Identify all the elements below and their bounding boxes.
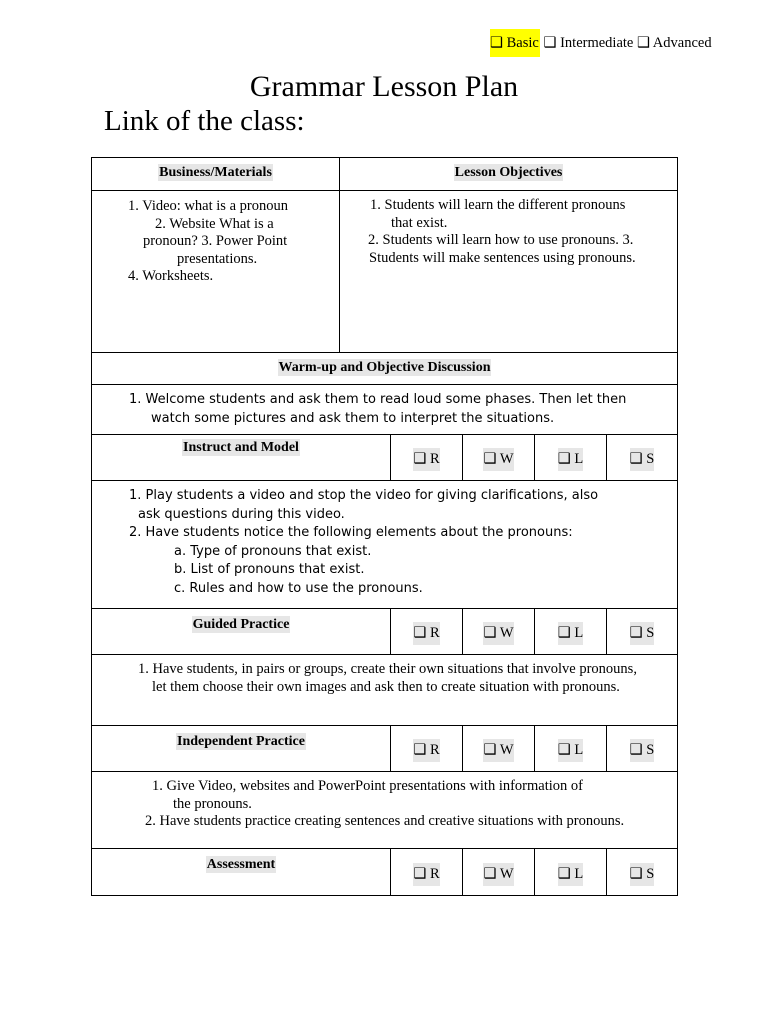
materials-item: 2. Website What is a — [155, 215, 274, 232]
materials-objectives-row — [92, 191, 677, 353]
materials-header: Business/Materials — [159, 165, 272, 180]
independent-header-row — [92, 726, 677, 772]
instruct-line: b. List of pronouns that exist. — [174, 562, 365, 577]
warmup-header: Warm-up and Objective Discussion — [278, 360, 491, 375]
warmup-header-row — [92, 353, 677, 385]
guided-line: 1. Have students, in pairs or groups, create their own situations that involve pronouns, — [138, 661, 637, 677]
objectives-item: Students will make sentences using pronouns. — [369, 249, 636, 266]
objectives-header: Lesson Objectives — [454, 165, 563, 180]
materials-item: presentations. — [177, 250, 258, 267]
skill-writing-checkbox[interactable]: ❑ W — [483, 448, 513, 471]
instruct-header: Instruct and Model — [183, 440, 299, 455]
skill-writing-checkbox[interactable]: ❑ W — [483, 863, 513, 886]
level-intermediate-checkbox[interactable]: ❑ Intermediate — [543, 35, 634, 51]
skill-reading-checkbox[interactable]: ❑ R — [413, 622, 439, 645]
independent-content — [92, 772, 677, 849]
skill-speaking-checkbox[interactable]: ❑ S — [630, 448, 655, 471]
independent-line: 2. Have students practice creating sentences and creative situations with pronouns. — [145, 813, 625, 829]
class-link-label: Link of the class: — [104, 105, 305, 137]
skill-writing-checkbox[interactable]: ❑ W — [483, 622, 513, 645]
lesson-plan-table — [91, 157, 678, 896]
skill-speaking-checkbox[interactable]: ❑ S — [630, 739, 655, 762]
independent-header: Independent Practice — [177, 734, 305, 749]
warmup-line: watch some pictures and ask them to interpret the situations. — [151, 410, 555, 426]
materials-objectives-header-row — [92, 158, 677, 191]
guided-header-row — [92, 609, 677, 655]
objectives-item: 2. Students will learn how to use pronouns. 3. — [368, 232, 634, 248]
warmup-line: 1. Welcome students and ask them to read loud some phases. Then let then — [129, 392, 627, 407]
skill-listening-checkbox[interactable]: ❑ L — [558, 622, 583, 645]
skill-speaking-checkbox[interactable]: ❑ S — [630, 622, 655, 645]
instruct-line: 1. Play students a video and stop the video for giving clarifications, also — [129, 488, 599, 503]
independent-line: 1. Give Video, websites and PowerPoint presentations with information of — [152, 778, 583, 794]
skill-reading-checkbox[interactable]: ❑ R — [413, 863, 439, 886]
skill-listening-checkbox[interactable]: ❑ L — [558, 863, 583, 886]
skill-listening-checkbox[interactable]: ❑ L — [558, 739, 583, 762]
guided-content — [92, 655, 677, 726]
materials-item: pronoun? 3. Power Point — [143, 233, 288, 249]
independent-line: the pronouns. — [173, 795, 252, 812]
instruct-line: ask questions during this video. — [138, 506, 345, 522]
warmup-content — [92, 385, 677, 435]
instruct-content — [92, 481, 677, 609]
instruct-line: a. Type of pronouns that exist. — [174, 543, 372, 559]
objectives-list — [339, 191, 677, 352]
assessment-header-row — [92, 849, 677, 895]
materials-item: 1. Video: what is a pronoun — [128, 198, 288, 214]
level-basic-checkbox[interactable]: ❑ Basic — [490, 29, 540, 57]
instruct-line: c. Rules and how to use the pronouns. — [174, 580, 423, 596]
skill-reading-checkbox[interactable]: ❑ R — [413, 739, 439, 762]
instruct-line: 2. Have students notice the following elements about the pronouns: — [129, 525, 573, 540]
objectives-item: that exist. — [391, 214, 448, 231]
objectives-item: 1. Students will learn the different pronouns — [370, 197, 626, 213]
materials-list — [92, 191, 339, 352]
level-selector — [490, 35, 712, 52]
assessment-header: Assessment — [206, 857, 276, 872]
skill-reading-checkbox[interactable]: ❑ R — [413, 448, 439, 471]
page-title: Grammar Lesson Plan — [249, 70, 519, 103]
guided-line: let them choose their own images and ask then to create situation with pronouns. — [152, 678, 620, 695]
guided-header: Guided Practice — [192, 617, 290, 632]
skill-writing-checkbox[interactable]: ❑ W — [483, 739, 513, 762]
skill-speaking-checkbox[interactable]: ❑ S — [630, 863, 655, 886]
instruct-header-row — [92, 435, 677, 481]
materials-item: 4. Worksheets. — [128, 268, 214, 284]
skill-listening-checkbox[interactable]: ❑ L — [558, 448, 583, 471]
level-advanced-checkbox[interactable]: ❑ Advanced — [636, 35, 712, 51]
